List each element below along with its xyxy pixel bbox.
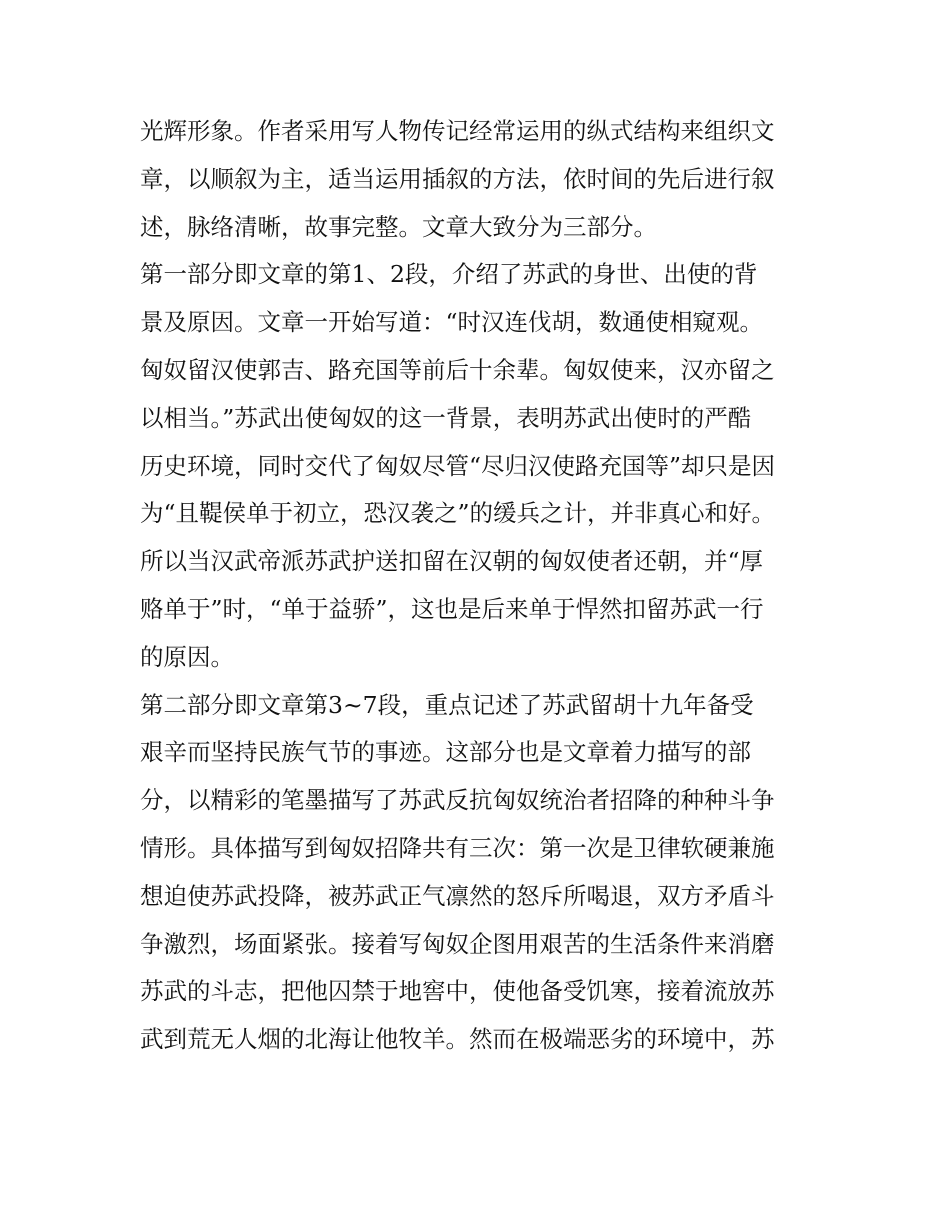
text-line: 述，脉络清晰，故事完整。文章大致分为三部分。	[140, 212, 657, 241]
text-line: 争激烈，场面紧张。接着写匈奴企图用艰苦的生活条件来消磨	[140, 929, 775, 958]
text-line: 匈奴留汉使郭吉、路充国等前后十余辈。匈奴使来，汉亦留之	[140, 355, 775, 384]
text-line: 光辉形象。作者采用写人物传记经常运用的纵式结构来组织文	[140, 117, 775, 145]
text-line: 想迫使苏武投降，被苏武正气凛然的怒斥所喝退，双方矛盾斗	[140, 881, 775, 910]
text-line: 苏武的斗志，把他囚禁于地窖中，使他备受饥寒，接着流放苏	[140, 977, 775, 1006]
text-line: 为“且鞮侯单于初立，恐汉袭之”的缓兵之计，并非真心和好。	[140, 499, 776, 528]
text-line: 分，以精彩的笔墨描写了苏武反抗匈奴统治者招降的种种斗争	[140, 786, 775, 815]
text-line: 历史环境，同时交代了匈奴尽管“尽归汉使路充国等”却只是因	[140, 451, 776, 480]
text-line: 情形。具体描写到匈奴招降共有三次：第一次是卫律软硬兼施	[140, 833, 775, 862]
text-line: 的原因。	[140, 642, 234, 671]
text-line: 所以当汉武帝派苏武护送扣留在汉朝的匈奴使者还朝，并“厚	[140, 547, 764, 576]
text-line: 章，以顺叙为主，适当运用插叙的方法，依时间的先后进行叙	[140, 164, 775, 193]
text-line: 武到荒无人烟的北海让他牧羊。然而在极端恶劣的环境中，苏	[140, 1025, 775, 1054]
text-line: 第二部分即文章第3~7段，重点记述了苏武留胡十九年备受	[140, 690, 754, 719]
text-line: 赂单于”时，“单于益骄”，这也是后来单于悍然扣留苏武一行	[140, 594, 764, 623]
body-text	[140, 108, 830, 1064]
text-line: 景及原因。文章一开始写道：“时汉连伐胡，数通使相窥观。	[140, 308, 764, 337]
text-line: 第一部分即文章的第1、2段，介绍了苏武的身世、出使的背	[140, 260, 758, 289]
text-line: 以相当。”苏武出使匈奴的这一背景，表明苏武出使时的严酷	[140, 403, 752, 432]
text-line: 艰辛而坚持民族气节的事迹。这部分也是文章着力描写的部	[140, 738, 751, 767]
